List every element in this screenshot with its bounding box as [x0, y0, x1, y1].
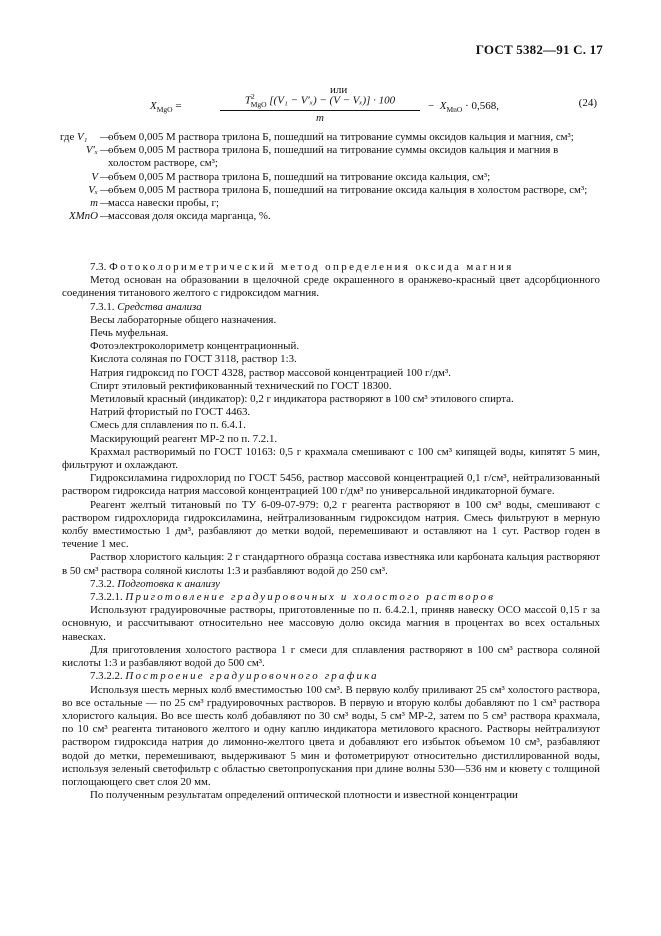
formula-number: (24)	[578, 97, 597, 109]
formula-or-label: или	[330, 84, 348, 96]
definition-item: где V₁ — объем 0,005 М раствора трилона Б, пошедший на титрование суммы оксидов кальция и магния, см³;	[60, 131, 574, 143]
formula-fraction	[220, 92, 420, 124]
paragraph: Используя шесть мерных колб вместимостью 100 см³. В первую колбу приливают 25 см³ холостого раствора, во все остальные — по 25 см³ градуировочных растворов. В первую и вторую колбы добавляют по 1 см³ раствора хлористого кальция. Во все шесть колб добавляют по 30 см³ воды, 5 см³ МР-2, затем по 5 см³ раствора крахмала, по 10 см³ реагента титанового желтого и одну каплю индикатора метилового красного. Растворы нейтрализуют раствором гидроксида натрия до лимонно-желтого цвета и добавляют его избыток объемом 10 см³, разбавляют водой до метки, перемешивают, выдерживают 5 мин и фотометрируют относительно дистиллированной воды, используя зеленый светофильтр с областью светопропускания при длине волны 530—536 нм и кювету с толщиной поглощающего свет слоя 20 мм.	[62, 683, 600, 788]
paragraph: Для приготовления холостого раствора 1 г смеси для сплавления растворяют в 100 см³ раствора соляной кислоты 1:3 и разбавляют водой до 500 см³.	[62, 643, 600, 670]
paragraph: Гидроксиламина гидрохлорид по ГОСТ 5456, раствор массовой концентрацией 0,1 г/см³, нейтрализованный раствором гидроксида натрия массовой концентрацией 100 г/дм³ по универсальной индикаторной бумаге.	[62, 472, 600, 498]
section-7-3-heading: 7.3. Фотоколориметрический метод определения оксида магния	[90, 261, 514, 273]
list-item: Весы лабораторные общего назначения.	[90, 313, 277, 326]
definition-item: XMnO — массовая доля оксида марганца, %.	[68, 210, 271, 223]
definition-item: Vₓ — объем 0,005 М раствора трилона Б, пошедший на титрование оксида кальция в холостом растворе, см³;	[88, 183, 588, 196]
page-header: ГОСТ 5382—91 С. 17	[475, 42, 603, 57]
paragraph: Раствор хлористого кальция: 2 г стандартного образца состава известняка или карбоната кальция растворяют в 50 см³ раствора соляной кислоты 1:3 и разбавляют водой до 250 см³.	[62, 551, 600, 577]
list-item: Смесь для сплавления по п. 6.4.1.	[90, 419, 246, 432]
paragraph: Крахмал растворимый по ГОСТ 10163: 0,5 г крахмала смешивают с 100 см³ кипящей воды, кипятят 5 мин, фильтруют и охлаждают.	[62, 445, 600, 472]
paragraph: По полученным результатам определений оптической плотности и известной концентрации	[90, 789, 518, 802]
section-7-3-2-1-heading: 7.3.2.1. Приготовление градуировочных и холостого растворов	[90, 591, 496, 604]
formula-24	[150, 92, 600, 126]
section-7-3-2-heading: 7.3.2. Подготовка к анализу	[90, 577, 220, 590]
section-7-3-2-2-heading: 7.3.2.2. Построение градуировочного графика	[90, 670, 379, 683]
main-text	[62, 261, 600, 802]
list-item: Натрия гидроксид по ГОСТ 4328, раствор массовой концентрацией 100 г/дм³.	[90, 366, 451, 379]
paragraph: Используют градуировочные растворы, приготовленные по п. 6.4.2.1, приняв навеску ОСО массой 0,15 г за основную, и рассчитывают относительно нее массовую долю оксида магния в процентах во всех остальных навесках.	[62, 604, 600, 643]
list-item: Метиловый красный (индикатор): 0,2 г индикатора растворяют в 100 см³ этилового спирта.	[90, 393, 514, 406]
formula-rhs: − $X_{MnO} \cdot 0,568$,	[428, 100, 499, 115]
section-7-3-1-heading: 7.3.1. Средства анализа	[90, 300, 202, 313]
paragraph: Реагент желтый титановый по ТУ 6-09-07-979: 0,2 г реагента растворяют в 100 см³ воды, смешивают с раствором гидрохлорида гидроксиламина, нейтрализованным гидроксидом натрия. Смесь фильтруют в мерную колбу вместимостью 1 дм³, разбавляют до метки водой, перемешивают и оставляют на 1 сут. Раствор годен в течение 1 мес.	[62, 498, 600, 551]
list-item: Маскирующий реагент МР-2 по п. 7.2.1.	[90, 432, 278, 445]
list-item: Натрий фтористый по ГОСТ 4463.	[90, 406, 251, 419]
definition-item: V — объем 0,005 М раствора трилона Б, пошедший на титрование оксида кальция, см³;	[91, 170, 491, 183]
list-item: Печь муфельная.	[90, 327, 169, 340]
paragraph: Метод основан на образовании в щелочной среде окрашенного в оранжево-красный цвет адсорбционного соединения титанового желтого с гидроксидом магния.	[62, 274, 600, 300]
formula-definitions	[62, 131, 602, 223]
definition-item: m — масса навески пробы, г;	[90, 197, 220, 210]
formula-denominator: m	[316, 111, 324, 124]
definition-item: V′ₓ — объем 0,005 М раствора трилона Б, пошедший на титрование суммы оксидов кальция и магния в холостом растворе, см³;	[85, 144, 559, 170]
formula-numerator: $T^2_{MgO}$ [(V₁ − V′ₓ) − (V − Vₓ)] · 100	[220, 92, 420, 111]
list-item: Кислота соляная по ГОСТ 3118, раствор 1:3.	[90, 353, 297, 366]
list-item: Фотоэлектроколориметр концентрационный.	[90, 340, 300, 353]
formula-lhs: $X_{MgO}$ =	[150, 100, 182, 115]
list-item: Спирт этиловый ректификованный технический по ГОСТ 18300.	[90, 379, 392, 392]
